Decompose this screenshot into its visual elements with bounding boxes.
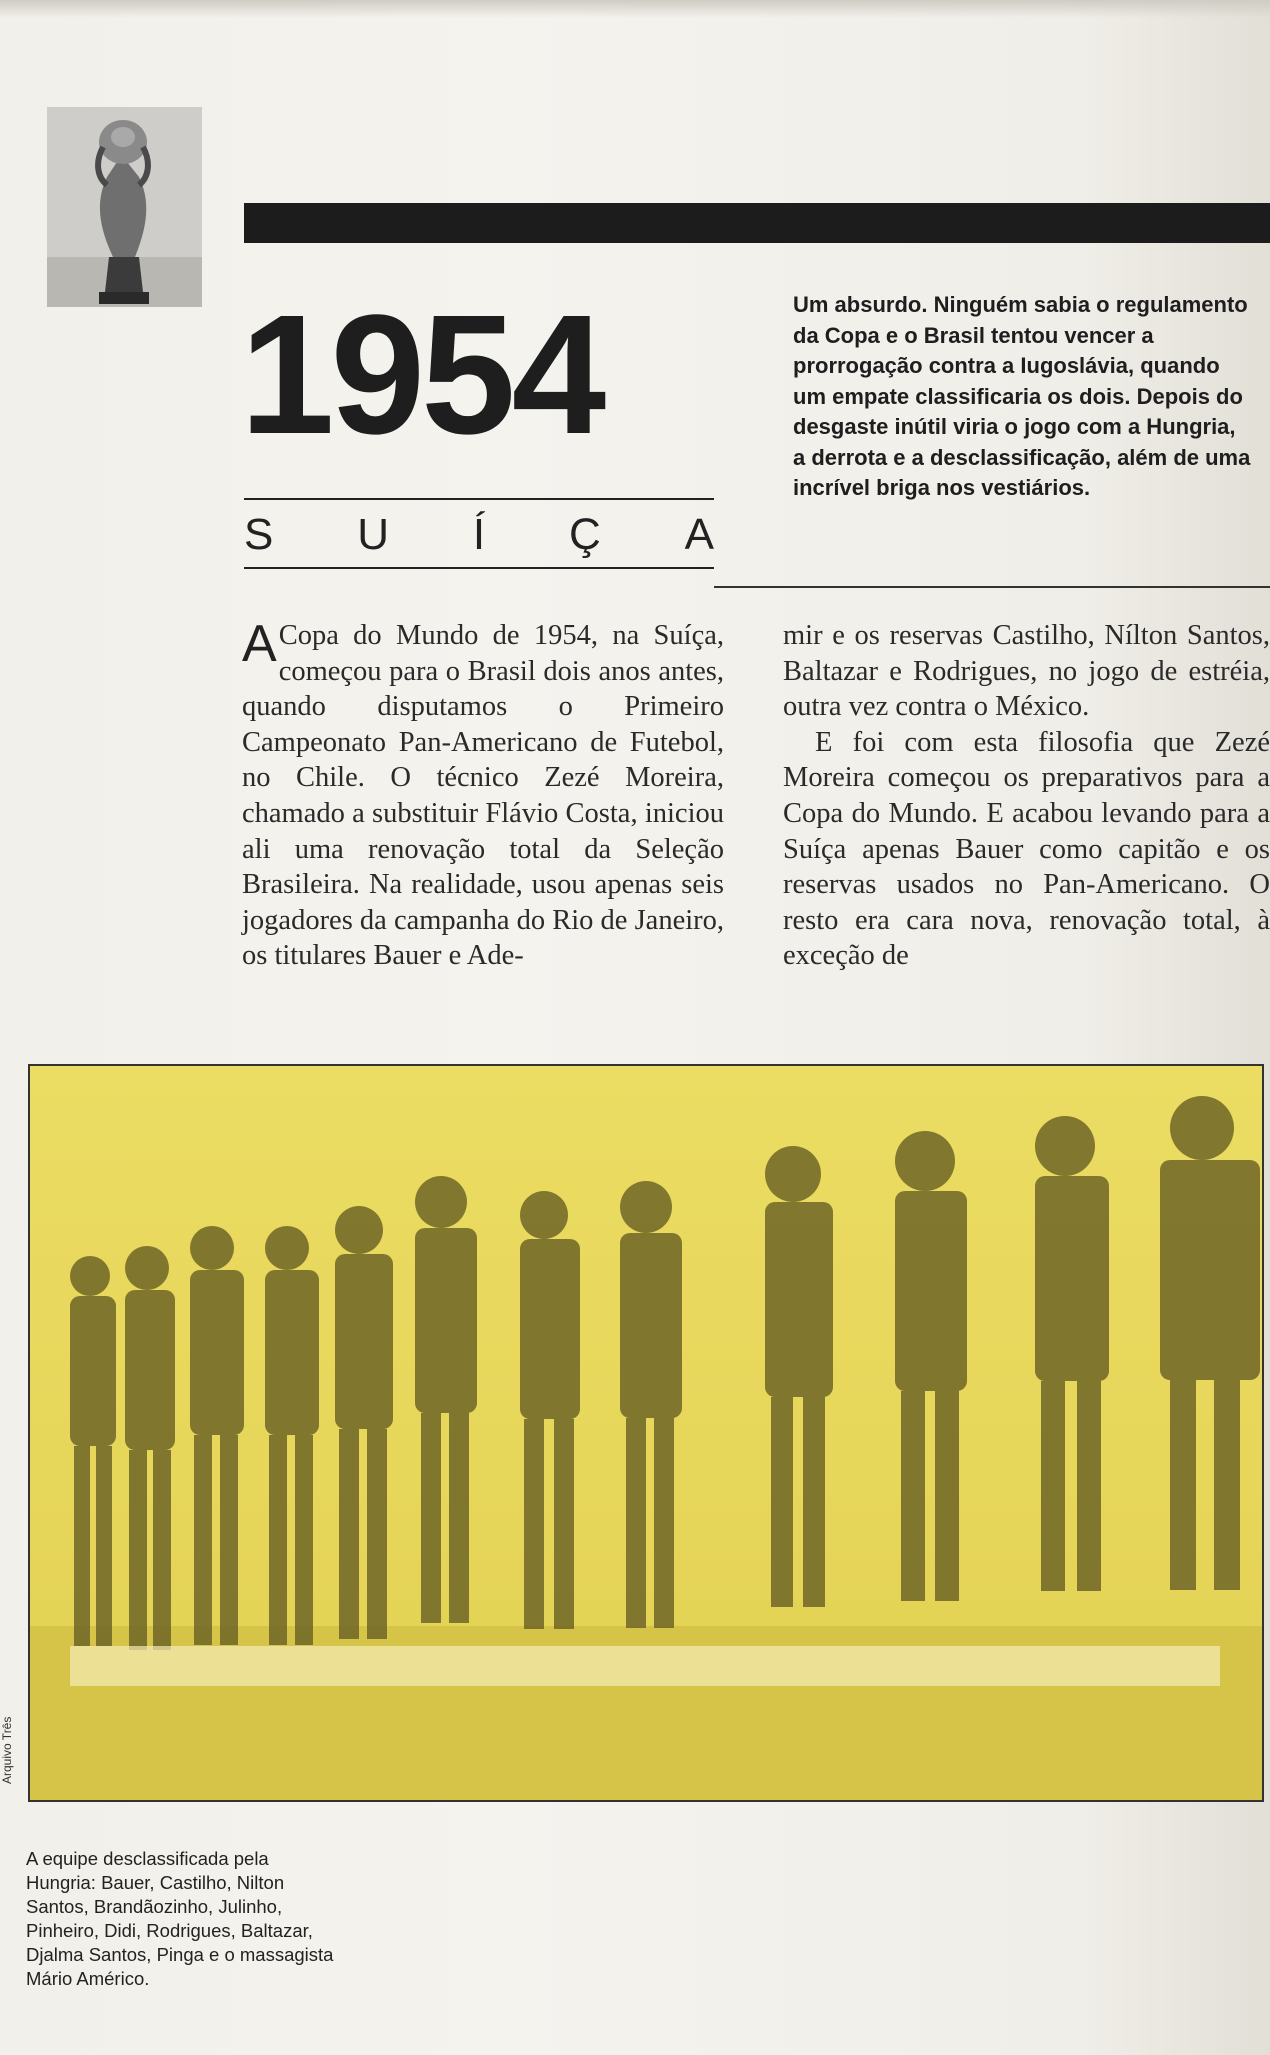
article-column-2: [783, 618, 1270, 974]
country-letter: A: [684, 510, 714, 559]
drop-cap: A: [242, 615, 277, 673]
world-cup-trophy-photo: [47, 107, 202, 307]
photo-credit: Arquivo Três: [0, 1716, 14, 1784]
country-letter: U: [357, 510, 389, 559]
country-letter: Í: [472, 510, 486, 559]
article-text: Copa do Mundo de 1954, na Suíça, começou para o Brasil dois anos antes, quando disputamos o Primeiro Campeonato Pan-Americano de Futebol, no Chile. O técnico Zezé Moreira, chamado a substituir Flávio Costa, iniciou ali uma renovação total da Seleção Brasileira. Na realidade, usou apenas seis jogadores da campanha do Rio de Janeiro, os titulares Bauer e Ade-: [242, 620, 724, 972]
divider-rule: [244, 498, 714, 500]
article-deck: Um absurdo. Ninguém sabia o regulamento da Copa e o Brasil tentou vencer a prorrogação contra a Iugoslávia, quando um empate classificaria os dois. Depois do desgaste inútil viria o jogo com a Hungria, a derrota e a desclassificação, além de uma incrível briga nos vestiários.: [793, 292, 1251, 500]
year-title: 1954: [240, 280, 603, 470]
article-paragraph: mir e os reservas Castilho, Nílton Santos, Baltazar e Rodrigues, no jogo de estréia, outra vez contra o México.: [783, 620, 1270, 723]
article-column-1: [242, 615, 724, 974]
team-photo: [28, 1064, 1264, 1802]
country-letter: Ç: [568, 510, 601, 559]
country-title: [244, 510, 714, 560]
country-letter: S: [244, 510, 274, 559]
divider-rule: [714, 586, 1270, 588]
page-edge-shadow: [0, 0, 1270, 18]
photo-caption: A equipe desclassificada pela Hungria: Bauer, Castilho, Nilton Santos, Brandãozinho, Julinho, Pinheiro, Didi, Rodrigues, Baltazar, Djalma Santos, Pinga e o massagista Mário Américo.: [26, 1848, 334, 1989]
header-bar: [244, 203, 1270, 243]
article-paragraph: E foi com esta filosofia que Zezé Moreira começou os preparativos para a Copa do Mundo. E acabou levando para a Suíça apenas Bauer como capitão e os reservas usados no Pan-Americano. O resto era cara nova, renovação total, à exceção de: [783, 726, 1270, 972]
divider-rule: [244, 567, 714, 569]
